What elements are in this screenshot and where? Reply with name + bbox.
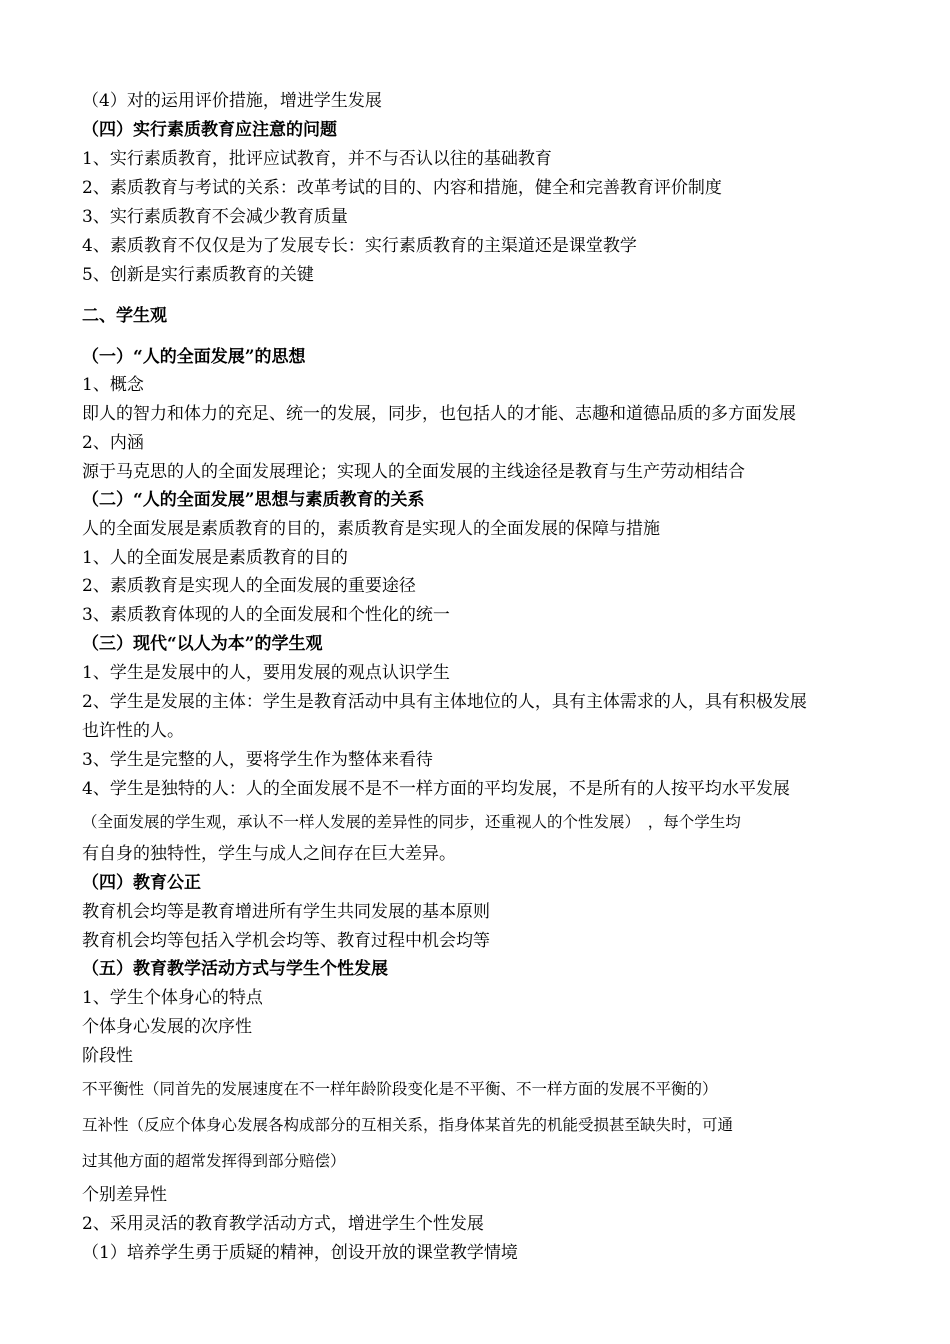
section-heading: （三）现代“以人为本”的学生观 bbox=[82, 634, 323, 654]
text-line: 2、素质教育与考试的关系：改革考试的目的、内容和措施，健全和完善教育评价制度 bbox=[82, 178, 722, 198]
text-line: 教育机会均等是教育增进所有学生共同发展的基本原则 bbox=[82, 902, 490, 922]
text-line: 个别差异性 bbox=[82, 1185, 167, 1205]
section-heading: （一）“人的全面发展”的思想 bbox=[82, 347, 306, 367]
text-line: 过其他方面的超常发挥得到部分赔偿） bbox=[82, 1152, 346, 1170]
text-line: 2、学生是发展的主体：学生是教育活动中具有主体地位的人，具有主体需求的人，具有积极发展 bbox=[82, 692, 807, 712]
text-line: 2、采用灵活的教育教学活动方式，增进学生个性发展 bbox=[82, 1214, 484, 1234]
text-line: 2、素质教育是实现人的全面发展的重要途径 bbox=[82, 576, 416, 596]
text-line: 2、内涵 bbox=[82, 433, 144, 453]
text-line: 有自身的独特性，学生与成人之间存在巨大差异。 bbox=[82, 844, 456, 864]
text-line: 即人的智力和体力的充足、统一的发展，同步，也包括人的才能、志趣和道德品质的多方面发展 bbox=[82, 404, 796, 424]
section-heading: （四）实行素质教育应注意的问题 bbox=[82, 120, 337, 140]
text-line: 4、学生是独特的人：人的全面发展不是不一样方面的平均发展，不是所有的人按平均水平发展 bbox=[82, 779, 790, 799]
text-line: 1、学生个体身心的特点 bbox=[82, 988, 263, 1008]
text-line: （全面发展的学生观，承认不一样人发展的差异性的同步，还重视人的个性发展） ，每个学生均 bbox=[82, 813, 741, 831]
text-line: （1）培养学生勇于质疑的精神，创设开放的课堂教学情境 bbox=[82, 1243, 518, 1263]
section-heading: （二）“人的全面发展”思想与素质教育的关系 bbox=[82, 490, 425, 510]
text-line: 教育机会均等包括入学机会均等、教育过程中机会均等 bbox=[82, 931, 490, 951]
text-line: 不平衡性（同首先的发展速度在不一样年龄阶段变化是不平衡、不一样方面的发展不平衡的） bbox=[82, 1080, 718, 1098]
text-line: 1、概念 bbox=[82, 375, 144, 395]
text-line: 4、素质教育不仅仅是为了发展专长：实行素质教育的主渠道还是课堂教学 bbox=[82, 236, 637, 256]
text-line: 3、学生是完整的人，要将学生作为整体来看待 bbox=[82, 750, 433, 770]
section-heading: （四）教育公正 bbox=[82, 873, 201, 893]
text-line: 互补性（反应个体身心发展各构成部分的互相关系，指身体某首先的机能受损甚至缺失时，可通 bbox=[82, 1116, 734, 1134]
text-line: 1、人的全面发展是素质教育的目的 bbox=[82, 548, 348, 568]
text-line: 源于马克思的人的全面发展理论；实现人的全面发展的主线途径是教育与生产劳动相结合 bbox=[82, 462, 745, 482]
text-line: 也许性的人。 bbox=[82, 721, 184, 741]
text-line: 1、实行素质教育，批评应试教育，并不与否认以往的基础教育 bbox=[82, 149, 552, 169]
text-line: 阶段性 bbox=[82, 1046, 133, 1066]
text-line: 3、实行素质教育不会减少教育质量 bbox=[82, 207, 348, 227]
text-line: 5、创新是实行素质教育的关键 bbox=[82, 265, 314, 285]
text-line: 人的全面发展是素质教育的目的，素质教育是实现人的全面发展的保障与措施 bbox=[82, 519, 660, 539]
section-heading: （五）教育教学活动方式与学生个性发展 bbox=[82, 959, 388, 979]
text-line: 3、素质教育体现的人的全面发展和个性化的统一 bbox=[82, 605, 450, 625]
text-line: 个体身心发展的次序性 bbox=[82, 1017, 252, 1037]
text-line: 1、学生是发展中的人，要用发展的观点认识学生 bbox=[82, 663, 450, 683]
text-line: （4）对的运用评价措施，增进学生发展 bbox=[82, 91, 382, 111]
chapter-heading: 二、学生观 bbox=[82, 306, 167, 326]
